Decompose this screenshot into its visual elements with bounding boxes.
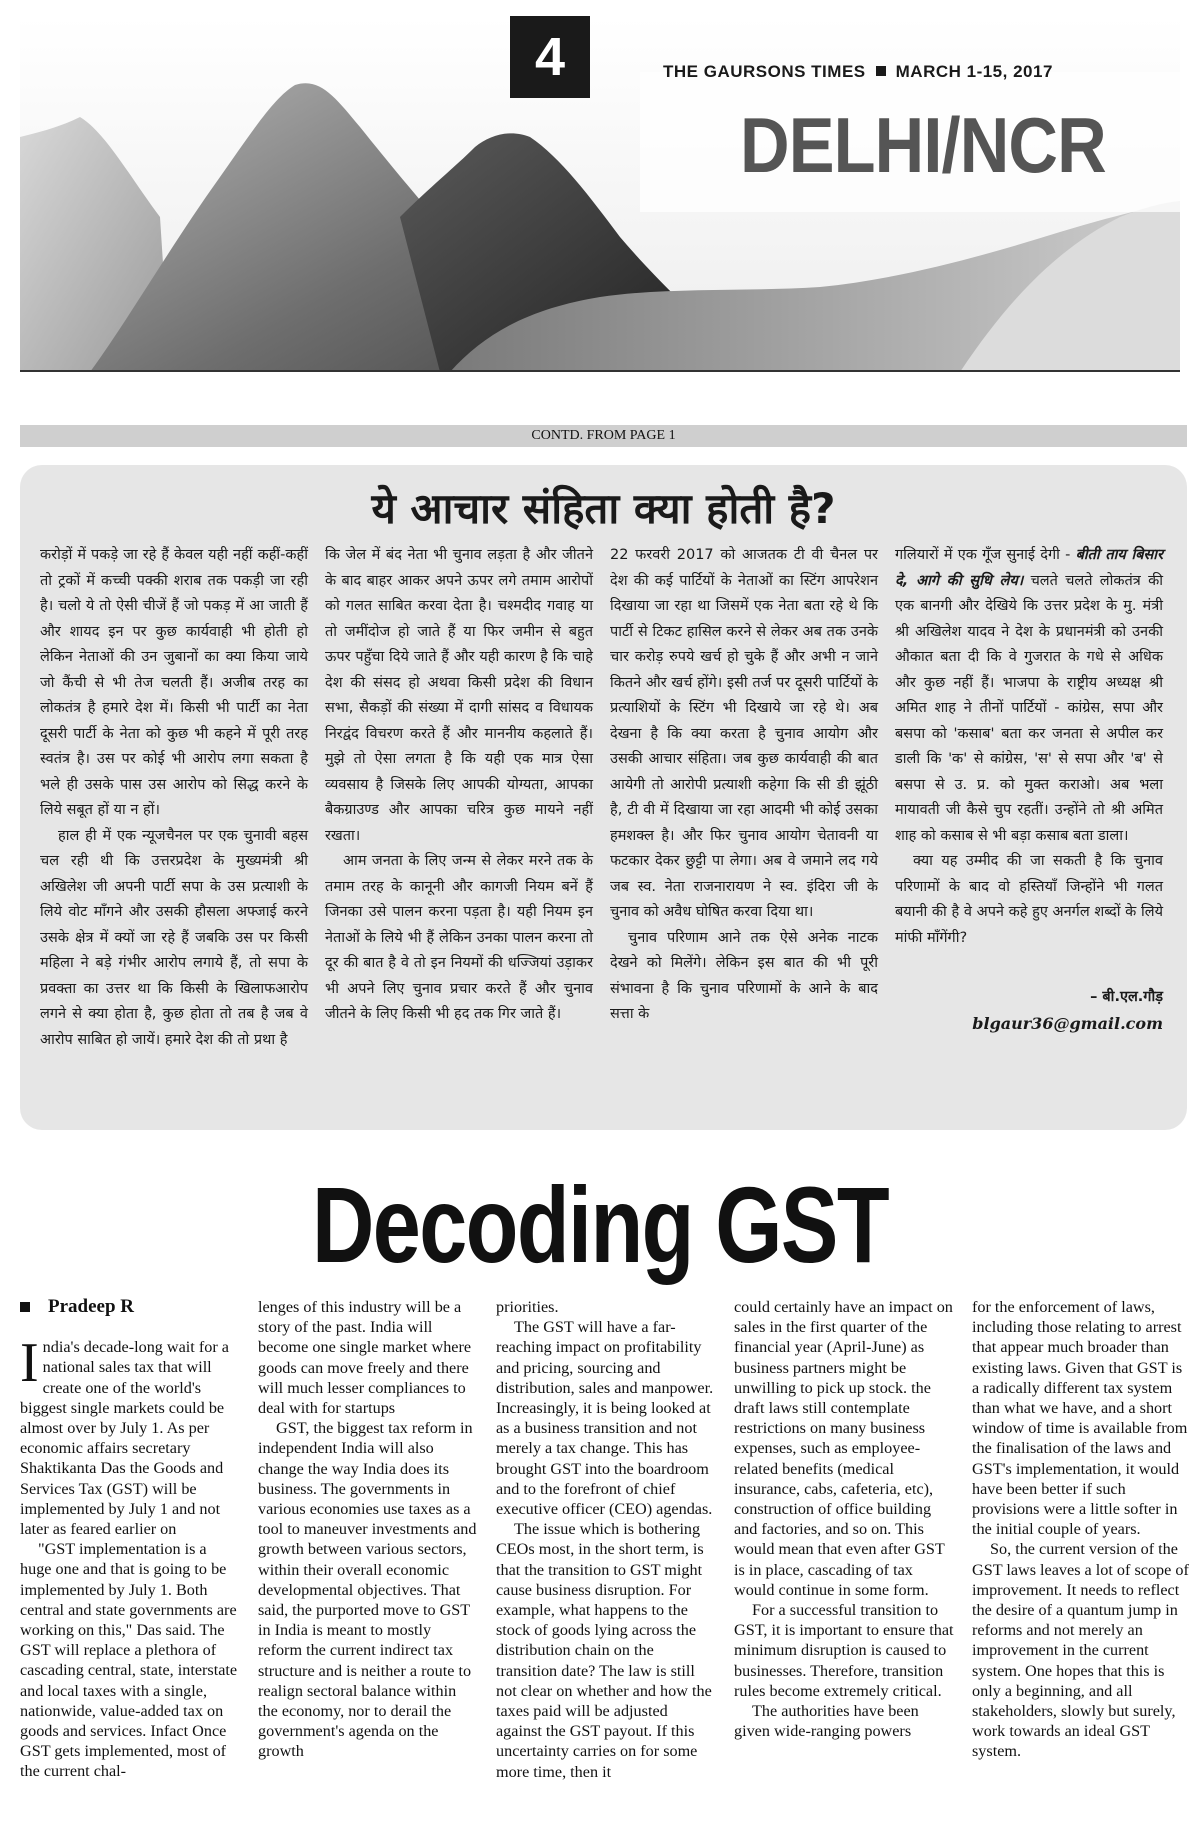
- hindi-column-2: [325, 543, 593, 1028]
- paragraph: [895, 543, 1163, 849]
- drop-cap: I: [20, 1332, 39, 1395]
- paragraph: कि जेल में बंद नेता भी चुनाव लड़ता है और जीतने के बाद बाहर आकर अपने ऊपर लगे तमाम आरोपों को गलत साबित करवा देता है। चश्मदीद गवाह या तो जमींदोज हो जाते हैं या फिर जमीन से बहुत ऊपर पहुँचा दिये जाते हैं और यही कारण है कि चाहे देश की संसद हो अथवा किसी प्रदेश की विधान सभा, सैकड़ों की संख्या में दागी सांसद व विधायक निरद्वंद विचरण करते हैं और माननीय कहलाते हैं। मुझे तो ऐसा लगता है कि यही एक मात्र ऐसा व्यवसाय है जिसके लिए आपकी योग्यता, आपका बैकग्राउण्ड और आपका चरित्र कुछ मायने नहीं रखता।: [325, 547, 593, 844]
- hindi-column-4: [895, 543, 1163, 1036]
- paragraph: 22 फरवरी 2017 को आजतक टी वी चैनल पर देश की कई पार्टियों के नेताओं का स्टिंग आपरेशन दिखाया जा रहा था जिसमें एक नेता बता रहे थे कि पार्टी से टिकट हासिल करने से लेकर अब तक उनके चार करोड़ रुपये खर्च हो चुके हैं और अभी न जाने कितने और खर्च होंगे। इसी तर्ज पर दूसरी पार्टियों के प्रत्याशियों के स्टिंग भी दिखाये जा रहे थे। अब देखना है कि क्या करता है चुनाव आयोग और उसकी आचार संहिता। जब कुछ कार्यवाही की बात आयेगी तो आरोपी प्रत्याशी कहेगा कि सी डी झूंठी है, टी वी में दिखाया जा रहा आदमी भी कोई उसका हमशक्ल है। और फिर चुनाव आयोग चेतावनी या फटकार देकर छुट्टी पा लेगा। अब वे जमाने लद गये जब स्व. नेता राजनारायण ने स्व. इंदिरा जी के चुनाव को अवैध घोषित करवा दिया था।: [610, 547, 878, 920]
- author-email[interactable]: blgaur36@gmail.com: [972, 1013, 1163, 1033]
- author-signature: – बी.एल.गौड़: [1090, 989, 1163, 1005]
- section-title: DELHI/NCR: [740, 101, 1106, 189]
- lead-text: गलियारों में एक गूँज सुनाई देगी -: [895, 547, 1071, 563]
- body-text: चलते चलते लोकतंत्र की एक बानगी और देखिये कि उत्तर प्रदेश के मु. मंत्री श्री अखिलेश यादव ने देश के प्रधानमंत्री को उनकी औकात बता दी कि वे गुजरात के गधे से अधिक और कुछ नहीं हैं। भाजपा के राष्ट्रीय अध्यक्ष श्री अमित शाह ने तीनों पार्टियों - कांग्रेस, सपा और बसपा को 'कसाब' बता कर जनता से अपील कर डाली कि 'क' से कांग्रेस, 'स' से सपा और 'ब' से बसपा से उ. प्र. को मुक्त कराओ। अब भला मायावती जी कैसे चुप रहतीं। उन्होंने तो श्री अमित शाह को कसाब से भी बड़ा कसाब बता डाला।: [895, 572, 1163, 844]
- square-bullet-icon: [876, 66, 886, 76]
- paragraph: priorities.: [496, 1298, 559, 1316]
- paragraph: For a successful transition to GST, it is important to ensure that minimum disruption is caused to businesses. Therefore, transition rules become extremely critical.: [734, 1601, 954, 1700]
- paragraph: for the enforcement of laws, including those relating to arrest that appear much broader than existing laws. Given that GST is a radically different tax system than what we have, and a short window of time is available from the finalisation of the laws and GST's implementation, it would have been better if such provisions were a little softer in the initial couple of years.: [972, 1298, 1188, 1539]
- paragraph: क्या यह उम्मीद की जा सकती है कि चुनाव परिणामों के बाद वो हस्तियाँ जिन्होंने भी गलत बयानी की है वे अपने कहे हुए अनर्गल शब्दों के लिये मांफी माँगेंगी?: [895, 853, 1163, 946]
- paragraph: The issue which is bothering CEOs most, in the short term, is that the transition to GST might cause business disruption. For example, what happens to the stock of goods lying across the distribution chain on the transition date? The law is still not clear on whether and how the taxes paid will be adjusted against the GST payout. If this uncertainty carries on for some more time, then it: [496, 1520, 712, 1781]
- masthead: [663, 62, 1053, 82]
- paragraph: GST, the biggest tax reform in independent India will also change the way India does its business. The governments in various economies use taxes as a tool to maneuver investments and growth between various sectors, within their overall economic developmental objectives. That said, the purported move to GST in India is meant to mostly reform the current indirect tax structure and is neither a route to realign sectoral balance within the economy, nor to derail the government's agenda on the growth: [258, 1419, 477, 1761]
- issue-date: MARCH 1-15, 2017: [895, 62, 1053, 81]
- english-column-4: [734, 1297, 954, 1741]
- paragraph: lenges of this industry will be a story of the past. India will become one single market where goods can move freely and there will much lesser compliances to deal with for startups: [258, 1298, 472, 1418]
- hindi-column-1: [40, 543, 308, 1053]
- paragraph: could certainly have an impact on sales in the first quarter of the financial year (April-June) as business partners might be unwilling to pick up stock. the draft laws still contemplate restrictions on many business expenses, such as employee-related benefits (medical insurance, cabs, cafeteria, etc), construction of office building and factories, and so on. This would mean that even after GST is in place, cascading of tax would continue in some form.: [734, 1298, 953, 1599]
- byline: [20, 1297, 240, 1317]
- english-column-2: [258, 1297, 478, 1762]
- continued-from-label: CONTD. FROM PAGE 1: [20, 425, 1187, 447]
- paragraph: [20, 1332, 240, 1539]
- hindi-article: [20, 465, 1187, 1130]
- paragraph: चुनाव परिणाम आने तक ऐसे अनेक नाटक देखने को मिलेंगे। लेकिन इस बात की भी पूरी संभावना है कि चुनाव परिणामों के आने के बाद सत्ता के: [610, 929, 878, 1022]
- hindi-column-3: [610, 543, 878, 1028]
- english-column-5: [972, 1297, 1192, 1762]
- paragraph: The authorities have been given wide-ranging powers: [734, 1702, 919, 1741]
- square-bullet-icon: [20, 1302, 30, 1312]
- english-article-headline: Decoding GST: [311, 1164, 889, 1285]
- publication-name: THE GAURSONS TIMES: [663, 62, 866, 81]
- body-text: ndia's decade-long wait for a national sales tax that will create one of the world's biggest single markets could be almost over by July 1. As per economic affairs secretary Shaktikanta Das the Goods and Services Tax (GST) will be implemented by July 1 and not later as feared earlier on: [20, 1338, 229, 1539]
- paragraph: "GST implementation is a huge one and that is going to be implemented by July 1. Both central and state governments are working on this," Das said. The GST will replace a plethora of cascading central, state, interstate and local taxes with a single, nationwide, value-added tax on goods and services. Infact Once GST gets implemented, most of the current chal-: [20, 1540, 238, 1781]
- paragraph: So, the current version of the GST laws leaves a lot of scope of improvement. It needs to reflect the desire of a quantum jump in reforms and not merely an improvement in the current system. One hopes that this is only a beginning, and all stakeholders, slowly but surely, work towards an ideal GST system.: [972, 1540, 1189, 1761]
- quote-text: बीती ताय बिसार दे, आगे की सुधि लेय।: [895, 547, 1163, 589]
- hindi-article-title: ये आचार संहिता क्या होती है?: [371, 484, 836, 533]
- paragraph: आम जनता के लिए जन्म से लेकर मरने तक के तमाम तरह के कानूनी और कागजी नियम बनें हैं जिनका उसे पालन करना पड़ता है। यही नियम इन नेताओं के लिये भी हैं लेकिन उनका पालन करना तो दूर की बात है वे तो इन नियमों की धज्जियां उड़ाकर भी अपने लिए चुनाव प्रचार करते हैं और चुनाव जीतने के लिए किसी भी हद तक गिर जाते हैं।: [325, 853, 593, 1022]
- page-number: 4: [510, 16, 590, 98]
- english-column-3: [496, 1297, 716, 1782]
- paragraph: हाल ही में एक न्यूजचैनल पर एक चुनावी बहस चल रही थी कि उत्तरप्रदेश के मुख्यमंत्री श्री अखिलेश जी अपनी पार्टी सपा के उस प्रत्याशी के लिये वोट माँगने और उसकी हौसला अफ्जाई करने उसके क्षेत्र में क्यों जा रहे हैं जबकि उस पर किसी महिला ने बड़े गंभीर आरोप लगाये हैं, तो सपा के प्रवक्ता का उत्तर था कि किसी के खिलाफआरोप लगने से क्या होता है, कुछ होता तो तब है जब वे आरोप साबित हो जायें। हमारे देश की तो प्रथा है: [40, 827, 308, 1048]
- author-name: Pradeep R: [48, 1296, 135, 1317]
- paragraph: The GST will have a far-reaching impact on profitability and pricing, sourcing and distribution, sales and manpower. Increasingly, it is being looked at as a business transition and not merely a tax change. This has brought GST into the boardroom and to the forefront of chief executive officer (CEO) agendas.: [496, 1318, 714, 1519]
- english-column-1: [20, 1297, 240, 1782]
- paragraph: करोड़ों में पकड़े जा रहे हैं केवल यही नहीं कहीं-कहीं तो ट्रकों में कच्ची पक्की शराब तक पकड़ी जा रही है। चलो ये तो ऐसी चीजें हैं जो पकड़ में आ जाती हैं और शायद इन पर कुछ कार्यवाही भी होती हो लेकिन नेताओं की उन जुबानों का क्या किया जाये जो कैंची से भी तेज चलती हैं। अजीब तरह का लोकतंत्र है हमारे देश में। किसी भी पार्टी का नेता दूसरी पार्टी के नेता को कुछ भी कहने में पूरी तरह स्वतंत्र है। उस पर कोई भी आरोप लगा सकता है भले ही उसके पास उस आरोप को सिद्ध करने के लिये सबूत हों या न हों।: [40, 547, 308, 818]
